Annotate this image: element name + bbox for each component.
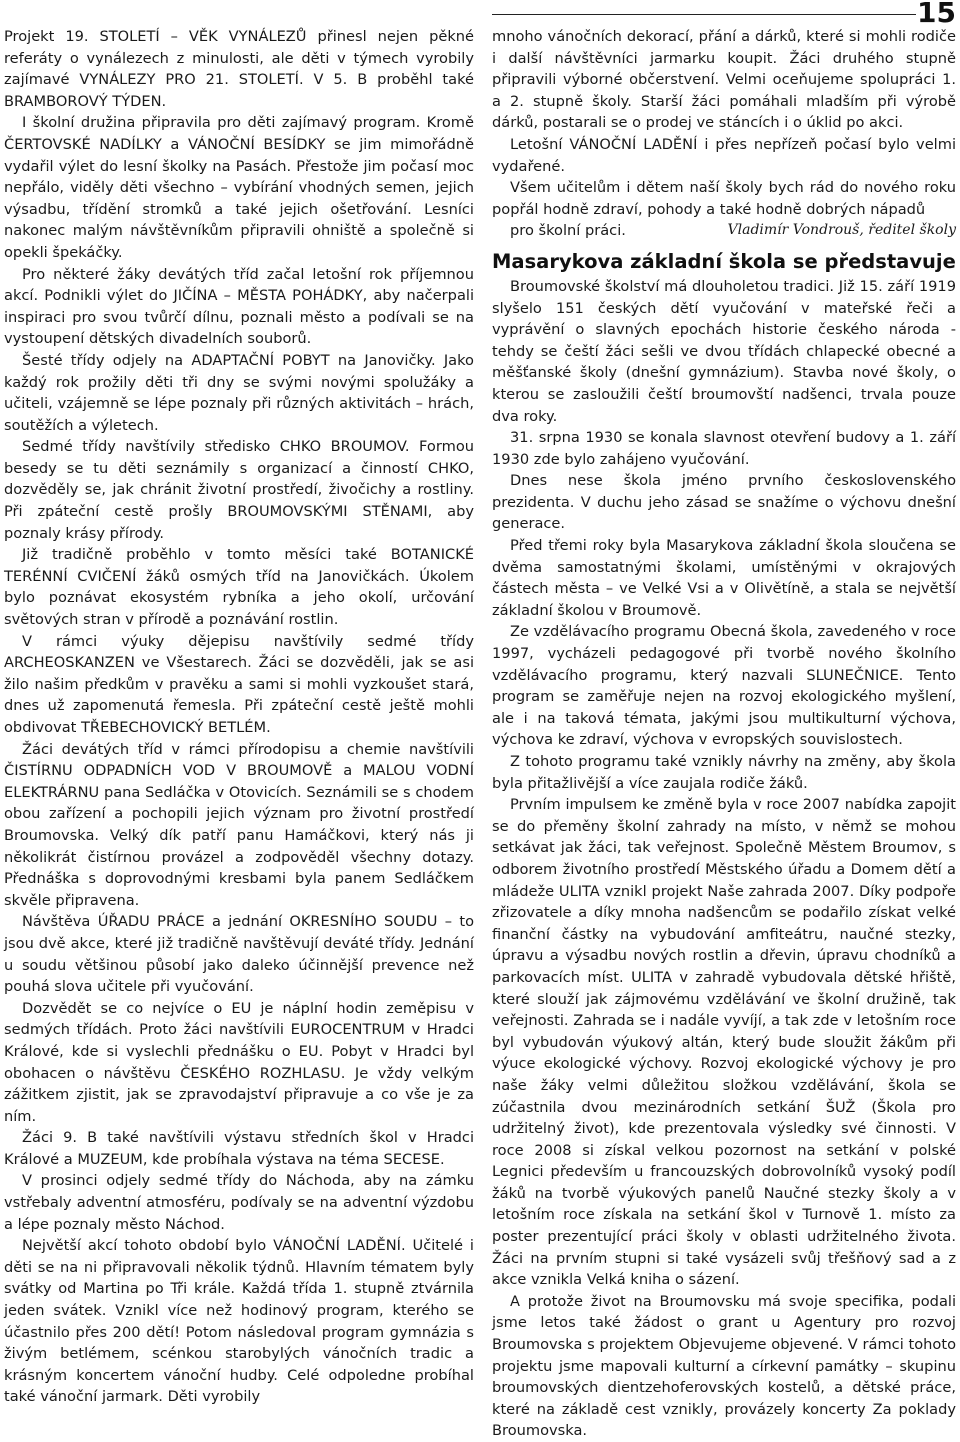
header-rule <box>492 14 916 15</box>
paragraph: Dozvědět se co nejvíce o EU je náplní hodin zeměpisu v sedmých třídách. Proto žáci navštívili EUROCENTRUM v Hradci Králové, kde si vyslechli přednášku o EU. Pobyt v Hradci byl obohacen o návštěvu ČESKÉHO ROZHLASU. Je vždy velkým zážitkem zjistit, jak se zpravodajství připravuje a co vše je za ním. <box>4 999 474 1125</box>
paragraph: Prvním impulsem ke změně byla v roce 2007 nabídka zapojit se do přeměny školní zahrady na místo, v němž se mohou setkávat jak žáci, tak veřejnost. Společně Městem Broumov, s odborem životního prostředí Městského úřadu a Domem dětí a mládeže ULITA vznikl projekt Naše zahrada 2007. Díky podpoře zřizovatele a díky mnoha nadšencům se podařilo získat velké finanční částky na vybudování amfiteátru, naučné stezky, úpravu a výsadbu nových rostlin a dřevin, úpravu chodníků a parkovacích míst. ULITA v zahradě vybudovala dětské hřiště, které slouží jak zájmovému vzdělávání ve školní družině, tak veřejnosti. Zahrada se i nadále vyvíjí, a tak zde v letošním roce byl vybudován výukový altán, který bude sloužit žákům při výuce ekologické výchovy. Rozvoj ekologické výchovy je pro naše žáky velmi důležitou složkou vzdělávání, škola se zúčastnila dvou mezinárodních setkání ŠUŽ (Škola pro udržitelný život), kde prezentovala výsledky své činnosti. V roce 2008 si získal velkou pozornost na setkání v polské Legnici především u francouzských dobrovolníků vysoký podíl žáků na tvorbě výukových panelů Naučné stezky školy a v letošním roce získala na setkání škol v Turnově 1. místo za poster prezentující práci školy v oblasti udržitelného života. Žáci na prvním stupni si také vysázeli svůj třešňový sad a z akce vznikla Velká kniha o sázení. <box>492 796 956 1289</box>
signature: Vladimír Vondrouš, ředitel školy <box>727 222 956 239</box>
paragraph: A protože život na Broumovsku má svoje specifika, podali jsme letos také žádost o grant u Agentury pro rozvoj Broumovska s projektem Objevujeme objevené. V rámci tohoto projektu jsme mapovali kulturní a církevní památky – skupinu broumovských dientzehoferovských kostelů, a dětské práce, které na základě cest vznikly, provázely koncerty Za poklady Broumovska. <box>492 1292 956 1440</box>
paragraph: Pro některé žáky devátých tříd začal letošní rok příjemnou akcí. Podnikli výlet do JIČÍNA – MĚSTA POHÁDKY, aby načerpali inspiraci pro svou tvůrčí dílnu, poznali město a podívali se na vystoupení dětských divadelních souborů. <box>4 265 474 348</box>
closing-text: pro školní práci. <box>510 222 626 240</box>
paragraph: Žáci 9. B také navštívili výstavu středních škol v Hradci Králové a MUZEUM, kde probíhala výstava na téma SECESE. <box>4 1129 474 1168</box>
paragraph: V rámci výuky dějepisu navštívily sedmé třídy ARCHEOSKANZEN ve Všestarech. Žáci se dozvěděli, jak se asi žilo našim předkům v pravěku a sami si mohli vyzkoušet stará, dnes už zapomenutá řemesla. Při zpáteční cestě ještě mohli obdivovat TŘEBECHOVICKÝ BETLÉM. <box>4 632 474 736</box>
paragraph: Ze vzdělávacího programu Obecná škola, zavedeného v roce 1997, vycházeli pedagogové při tvorbě nového školního vzdělávacího programu, který nazvali SLUNEČNICE. Tento program se zaměřuje nejen na rozvoj ekologického myšlení, ale i na taková témata, jakými jsou multikulturní výchova, výchova ke zdraví, výchova v evropských souvislostech. <box>492 623 956 749</box>
paragraph: 31. srpna 1930 se konala slavnost otevření budovy a 1. září 1930 zde bylo zahájeno vyučování. <box>492 429 956 468</box>
signature-line <box>492 220 956 242</box>
paragraph: Největší akcí tohoto období bylo VÁNOČNÍ LADĚNÍ. Učitelé i děti se na ni připravovali několik týdnů. Hlavním tématem byly svátky od Martina po Tři krále. Každá třída 1. stupně ztvárnila jeden svátek. Vznikl více než hodinový program, kterého se účastnilo přes 200 dětí! Potom následoval program gymnázia s živým betlémem, scénkou starobylých vánočních tradic a krásným koncertem vánoční hudby. Celé odpoledne probíhal také vánoční jarmark. Děti vyrobily <box>4 1237 474 1406</box>
paragraph: Návštěva ÚŘADU PRÁCE a jednání OKRESNÍHO SOUDU – to jsou dvě akce, které již tradičně navštěvují deváté třídy. Jednání u soudu většinou působí jako daleko účinnější prevence než pouhá slova učitele při vyučování. <box>4 913 474 996</box>
paragraph: V prosinci odjely sedmé třídy do Náchoda, aby na zámku vstřebaly adventní atmosféru, podívaly se na adventní výzdobu a lépe poznaly město Náchod. <box>4 1172 474 1233</box>
paragraph: mnoho vánočních dekorací, přání a dárků, které si mohli rodiče i další návštěvníci jarmarku koupit. Žáci druhého stupně připravili výborné občerstvení. Velmi oceňujeme spolupráci 1. a 2. stupně školy. Starší žáci pomáhali mladším při výrobě dárků, postarali se o prodej ve stáncích i o úklid po akci. <box>492 28 956 132</box>
paragraph: Před třemi roky byla Masarykova základní škola sloučena se dvěma samostatnými školami, umístěnými v okrajových částech města – ve Velké Vsi a v Olivětíně, a stala se největší základní školou v Broumově. <box>492 537 956 619</box>
paragraph: Již tradičně proběhlo v tomto měsíci také BOTANICKÉ TERÉNNÍ CVIČENÍ žáků osmých tříd na Janovičkách. Úkolem bylo poznávat ekosystém rybníka a jeho okolí, určování světových stran v přírodě a poznávání rostlin. <box>4 546 474 629</box>
paragraph: Dnes nese škola jméno prvního československého prezidenta. V duchu jeho zásad se snažíme o výchovu dnešní generace. <box>492 472 956 533</box>
paragraph: Z tohoto programu také vznikly návrhy na změny, aby škola byla přitažlivější a více zaujala rodiče žáků. <box>492 753 956 792</box>
paragraph: Žáci devátých tříd v rámci přírodopisu a chemie navštívili ČISTÍRNU ODPADNÍCH VOD V BROUMOVĚ a MALOU VODNÍ ELEKTRÁRNU pana Sedláčka v Otovicích. Seznámili se s chodem obou zařízení a pochopili jejich význam pro životní prostředí Broumovska. Velký dík patří panu Hamáčkovi, který nás ji několikrát čistírnou provázel a zodpověděl všechny dotazy. Přednáška s doprovodnými kresbami byla panem Sedláčkem skvěle připravena. <box>4 740 474 909</box>
page-number: 15 <box>917 0 956 29</box>
section-heading: Masarykova základní škola se představuje <box>492 249 956 273</box>
left-column <box>4 26 474 1408</box>
right-column <box>492 26 956 1442</box>
paragraph: Sedmé třídy navštívily středisko CHKO BROUMOV. Formou besedy se tu děti seznámily s organizací a činností CHKO, dozvěděly se, jak chránit životní prostředí, živočichy a rostliny. Při zpáteční cestě prošly BROUMOVSKÝMI STĚNAMI, aby poznaly krásy přírody. <box>4 438 474 542</box>
paragraph: Letošní VÁNOČNÍ LADĚNÍ i přes nepřízeň počasí bylo velmi vydařené. <box>492 135 956 175</box>
paragraph: Projekt 19. STOLETÍ – VĚK VYNÁLEZŮ přinesl nejen pěkné referáty o vynálezech z minulosti, ale děti v týmech vyrobily zajímavé VYNÁLEZY PRO 21. STOLETÍ. V 5. B proběhl také BRAMBOROVÝ TÝDEN. <box>4 28 474 110</box>
paragraph: Šesté třídy odjely na ADAPTAČNÍ POBYT na Janovičky. Jako každý rok prožily děti tři dny se svými novými spolužáky a učiteli, vzájemně se lépe poznaly při různých aktivitách – hrách, soutěžích a výletech. <box>4 351 474 434</box>
paragraph: Všem učitelům i dětem naší školy bych rád do nového roku popřál hodně zdraví, pohody a také hodně dobrých nápadů <box>492 179 956 218</box>
paragraph: Broumovské školství má dlouholetou tradici. Již 15. září 1919 slyšelo 151 českých dětí vyučování v mateřské řeči a vyprávění o slavných epochách historie českého národa - tehdy se čeští žáci sešli ve dvou třídách chlapecké obecné a měšťanské školy (dnešní gymnázium). Stavba nové školy, o kterou se zasloužili čeští broumovští nadšenci, trvala pouze dva roky. <box>492 277 956 425</box>
paragraph: I školní družina připravila pro děti zajímavý program. Kromě ČERTOVSKÉ NADÍLKY a VÁNOČNÍ BESÍDKY se jim mimořádně vydařil výlet do lesní školky na Pasách. Přestože jim počasí moc nepřálo, viděly děti všechno – vybírání vhodných semen, jejich výsadbu, třídění stromků a také jejich ošetřování. Lesníci nakonec malým návštěvníkům připravili ohniště a společně si opekli špekáčky. <box>4 114 474 261</box>
